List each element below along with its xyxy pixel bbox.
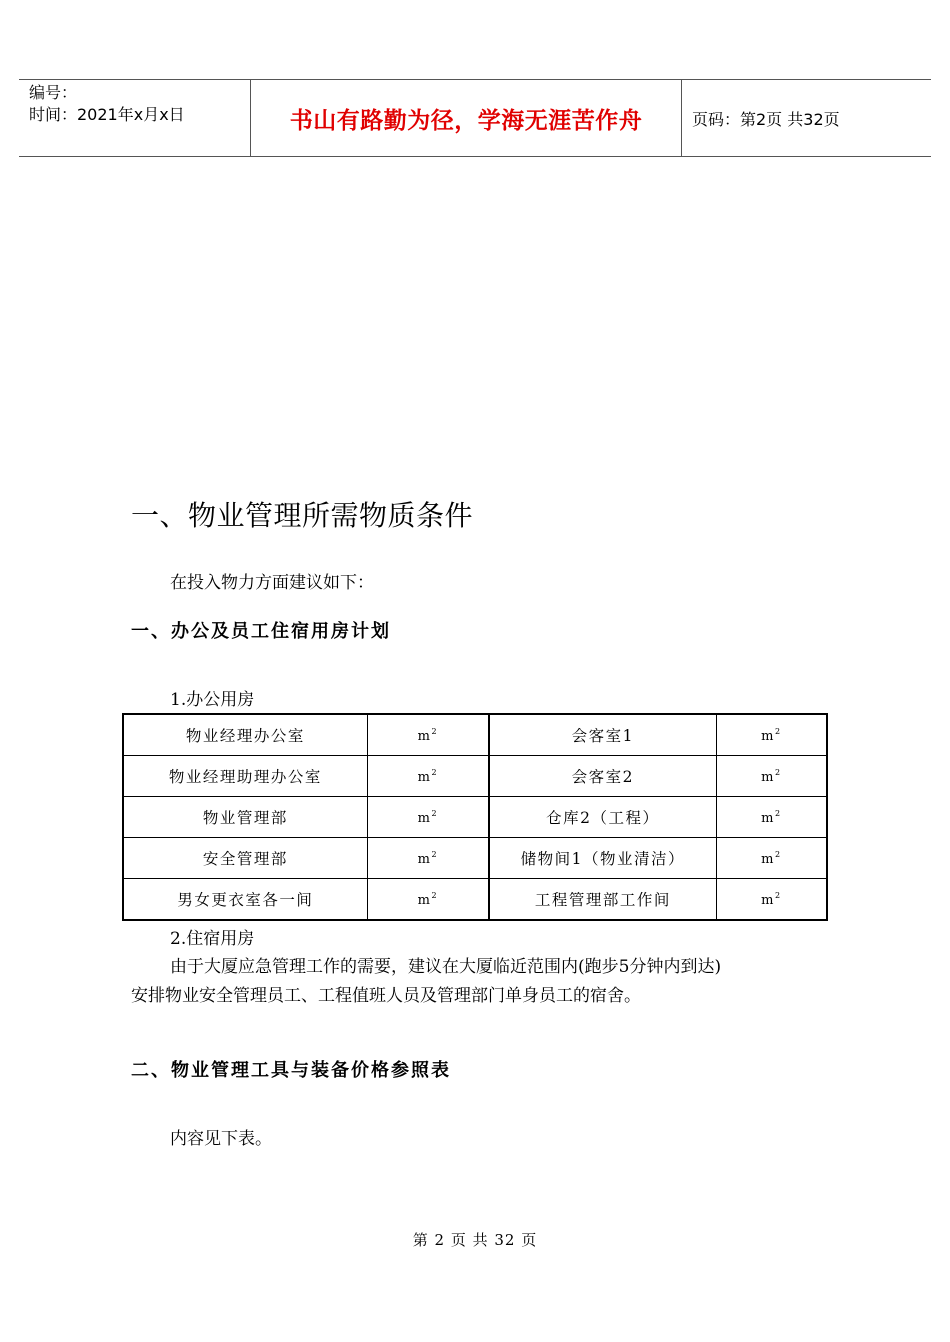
office-label: 1.办公用房 — [170, 690, 255, 710]
document-header — [19, 79, 931, 157]
page-footer: 第 2 页 共 32 页 — [412, 1231, 538, 1249]
unit-exponent: 2 — [775, 849, 782, 859]
area-unit-cell — [716, 714, 827, 756]
code-label: 编号： — [29, 83, 78, 102]
area-unit-cell — [716, 797, 827, 838]
room-name-cell: 物业管理部 — [123, 797, 367, 838]
area-unit-cell — [367, 756, 489, 797]
unit-base: m — [417, 769, 432, 785]
subsection-title-2: 二、物业管理工具与装备价格参照表 — [131, 1060, 451, 1081]
table-row — [123, 797, 827, 838]
room-name-cell: 男女更衣室各一间 — [123, 879, 367, 921]
unit-base: m — [761, 728, 775, 744]
unit-exponent: 2 — [431, 890, 439, 900]
unit-exponent: 2 — [431, 849, 439, 859]
time-label: 时间：2021年x月x日 — [29, 105, 185, 124]
unit-exponent: 2 — [775, 767, 782, 777]
dorm-label: 2.住宿用房 — [170, 929, 255, 949]
room-name-cell: 会客室1 — [489, 714, 716, 756]
room-name-cell: 会客室2 — [489, 756, 716, 797]
area-unit-cell — [367, 714, 489, 756]
intro-text: 在投入物力方面建议如下： — [170, 573, 374, 593]
unit-exponent: 2 — [431, 726, 439, 736]
unit-exponent: 2 — [431, 767, 439, 777]
unit-base: m — [417, 810, 432, 826]
dorm-text-line2: 安排物业安全管理员工、工程值班人员及管理部门单身员工的宿舍。 — [131, 986, 641, 1006]
table-row — [123, 838, 827, 879]
dorm-text-line1: 由于大厦应急管理工作的需要，建议在大厦临近范围内(跑步5分钟内到达) — [170, 957, 722, 977]
unit-base: m — [417, 851, 432, 867]
area-unit-cell — [367, 879, 489, 921]
table-row — [123, 756, 827, 797]
area-unit-cell — [716, 756, 827, 797]
unit-exponent: 2 — [775, 808, 782, 818]
unit-base: m — [761, 851, 775, 867]
room-name-cell: 安全管理部 — [123, 838, 367, 879]
section-title: 一、物业管理所需物质条件 — [131, 499, 474, 532]
office-rooms-table — [122, 713, 828, 921]
header-motto: 书山有路勤为径，学海无涯苦作舟 — [251, 80, 682, 156]
area-unit-cell — [716, 879, 827, 921]
unit-exponent: 2 — [775, 726, 782, 736]
table-row — [123, 879, 827, 921]
unit-exponent: 2 — [775, 890, 782, 900]
area-unit-cell — [716, 838, 827, 879]
room-name-cell: 工程管理部工作间 — [489, 879, 716, 921]
unit-base: m — [417, 892, 432, 908]
area-unit-cell — [367, 838, 489, 879]
unit-base: m — [417, 728, 432, 744]
room-name-cell: 仓库2（工程） — [489, 797, 716, 838]
room-name-cell: 物业经理助理办公室 — [123, 756, 367, 797]
room-name-cell: 物业经理办公室 — [123, 714, 367, 756]
table-row — [123, 714, 827, 756]
unit-base: m — [761, 892, 775, 908]
subsection-title-1: 一、办公及员工住宿用房计划 — [131, 621, 391, 642]
area-unit-cell — [367, 797, 489, 838]
unit-base: m — [761, 810, 775, 826]
unit-base: m — [761, 769, 775, 785]
room-name-cell: 储物间1（物业清洁） — [489, 838, 716, 879]
header-meta — [19, 80, 251, 156]
header-page-info: 页码：第2页 共32页 — [692, 109, 840, 129]
unit-exponent: 2 — [431, 808, 439, 818]
subsection2-text: 内容见下表。 — [170, 1129, 272, 1149]
